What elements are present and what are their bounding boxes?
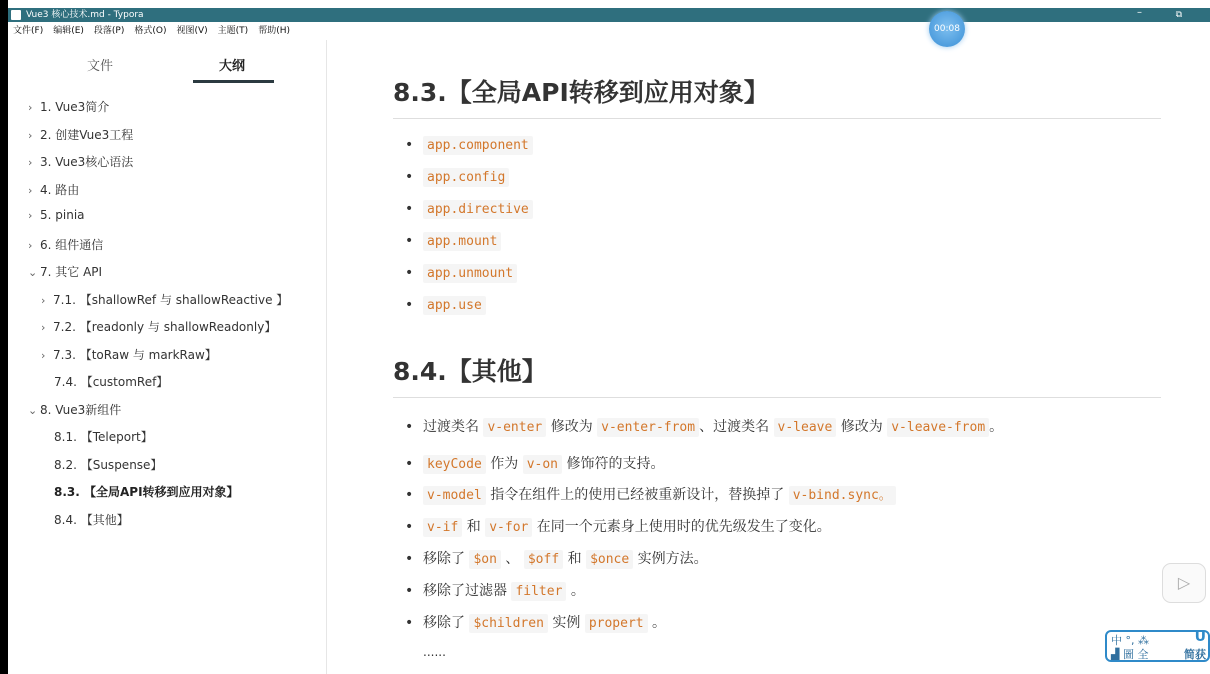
list-item: • 移除了 $children 实例 propert 。 [405,615,667,631]
outline-item-label: 2. 创建Vue3工程 [40,128,134,142]
list-item: • app.unmount [405,265,517,281]
ime-status-2: ▟ 圖 全 [1111,648,1149,661]
chevron-down-icon: ⌄ [28,404,38,417]
list-item: • app.directive [405,201,533,217]
chevron-right-icon: › [28,101,33,114]
inline-code: app.use [423,296,486,315]
outline-item-8-4[interactable] [54,511,129,528]
menu-paragraph[interactable]: 段落(P) [93,26,125,36]
outline-item-label: 8.3. 【全局API转移到应用对象】 [54,485,239,499]
ime-toolbar[interactable] [1105,630,1210,662]
ime-brand: 简获 [1184,648,1206,661]
menu-view[interactable]: 视图(V) [176,26,208,36]
play-icon[interactable]: ▷ [1162,563,1206,603]
outline-item-7-3[interactable] [41,346,217,363]
chevron-right-icon: › [28,156,33,169]
chevron-right-icon: › [41,321,46,334]
list-item: • app.use [405,297,486,313]
outline-item-label: 8.4. 【其他】 [54,513,129,527]
outline-item-5[interactable] [28,208,85,222]
chevron-right-icon: › [28,209,33,222]
outline-item-6[interactable] [28,236,103,253]
outline-item-7-1[interactable] [41,291,288,308]
inline-code: app.config [423,168,509,187]
heading-rule [393,118,1161,119]
outline-item-label: 6. 组件通信 [40,238,104,252]
heading-8-4: 8.4.【其他】 [393,357,547,386]
ime-status: 中 °, ⁂ [1111,634,1149,647]
menu-bar [13,23,290,39]
chevron-right-icon: › [41,294,46,307]
maximize-button[interactable]: ⧉ [1175,10,1182,20]
outline-item-label: 7.3. 【toRaw 与 markRaw】 [53,348,217,362]
outline-item-8-1[interactable] [54,428,153,445]
inline-code: app.component [423,136,533,155]
chevron-right-icon: › [28,239,33,252]
menu-file[interactable]: 文件(F) [13,26,44,36]
outline-item-8-3[interactable] [54,483,239,500]
outline-item-label: 8.1. 【Teleport】 [54,430,153,444]
outline-item-label: 5. pinia [40,208,85,222]
menu-theme[interactable]: 主题(T) [217,26,249,36]
list-item: • 过渡类名 v-enter 修改为 v-enter-from 、过渡类名 v-leave 修改为 v-leave-from 。 [405,419,1004,435]
list-item: • app.component [405,137,533,153]
outline-item-label: 7.4. 【customRef】 [54,375,169,389]
menu-help[interactable]: 帮助(H) [258,26,290,36]
ime-logo-icon: U [1194,630,1206,645]
minimize-button[interactable]: – [1137,7,1142,18]
list-item: • 移除了过滤器 filter 。 [405,583,585,599]
chevron-down-icon: ⌄ [28,266,38,279]
outline-item-label: 8.2. 【Suspense】 [54,458,163,472]
sidebar-tabs [10,40,326,90]
list-item: • 移除了 $on 、 $off 和 $once 实例方法。 [405,551,708,567]
menu-edit[interactable]: 编辑(E) [53,26,84,36]
list-item: • keyCode 作为 v-on 修饰符的支持。 [405,456,665,472]
inline-code: app.unmount [423,264,517,283]
active-tab-indicator [193,80,274,83]
outline-item-label: 3. Vue3核心语法 [40,155,134,169]
sidebar [10,40,327,674]
outline-item-8-2[interactable] [54,456,162,473]
outline-item-4[interactable] [28,181,79,198]
chevron-right-icon: › [41,349,46,362]
outline-item-label: 7. 其它 API [40,265,103,279]
menu-format[interactable]: 格式(O) [134,26,167,36]
outline-item-1[interactable] [28,98,109,115]
chevron-right-icon: › [28,129,33,142]
outline-item-7-2[interactable] [41,318,276,335]
list-item: • app.mount [405,233,501,249]
list-item: • app.config [405,169,509,185]
outline-item-3[interactable] [28,153,133,170]
heading-8-3: 8.3.【全局API转移到应用对象】 [393,78,769,107]
tab-outline[interactable]: 大纲 [219,59,246,74]
editor-content[interactable] [330,40,1210,674]
recording-timer[interactable]: 00:08 [929,11,965,47]
ellipsis-text: ...... [423,645,446,659]
window-title: Vue3 核心技术.md - Typora [26,10,144,20]
outline-item-label: 8. Vue3新组件 [40,403,122,417]
outline-item-8[interactable] [28,401,121,418]
outline-item-label: 7.2. 【readonly 与 shallowReadonly】 [53,320,277,334]
screen-edge [0,0,8,674]
list-item: • v-if 和 v-for 在同一个元素身上使用时的优先级发生了变化。 [405,519,831,535]
chevron-right-icon: › [28,184,33,197]
title-bar [8,8,1210,22]
outline-item-label: 1. Vue3简介 [40,100,110,114]
outline-item-7-4[interactable] [54,373,168,390]
inline-code: app.directive [423,200,533,219]
heading-rule [393,397,1161,398]
outline-item-7[interactable] [28,263,102,280]
outline-item-label: 7.1. 【shallowRef 与 shallowReactive 】 [53,293,289,307]
tab-files[interactable]: 文件 [87,59,114,74]
outline-item-label: 4. 路由 [40,183,80,197]
outline-item-2[interactable] [28,126,133,143]
inline-code: app.mount [423,232,501,251]
typora-app-icon [11,10,21,20]
list-item: • v-model 指令在组件上的使用已经被重新设计，替换掉了 v-bind.sync。 [405,484,896,504]
